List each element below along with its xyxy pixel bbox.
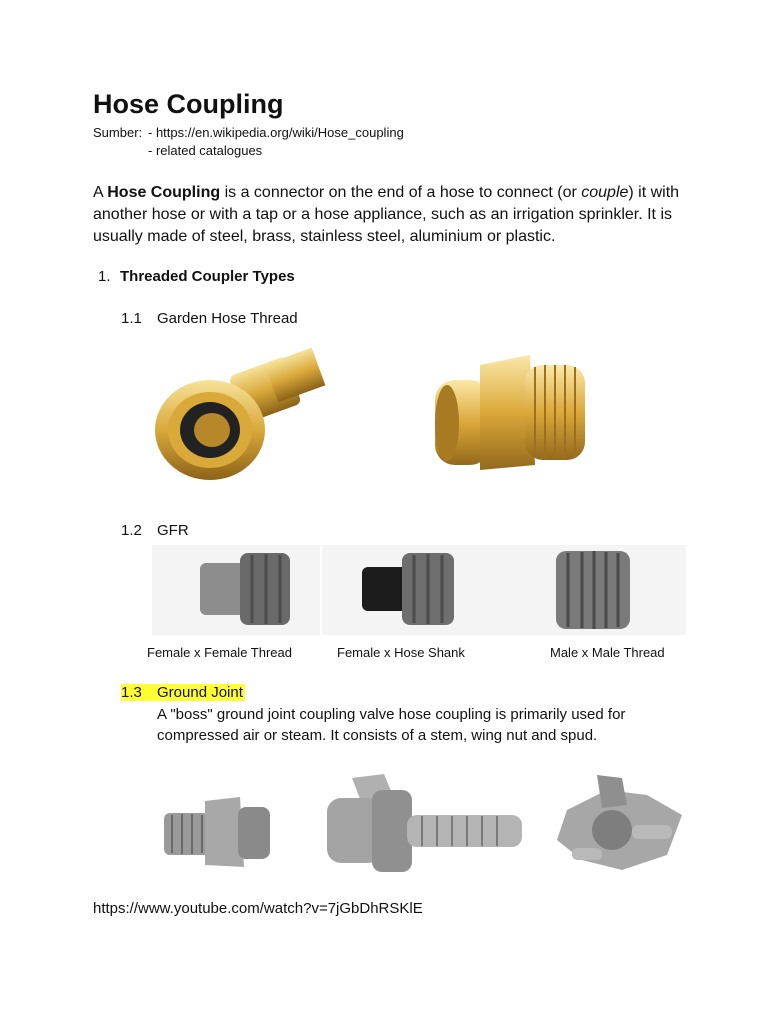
intro-paragraph: A Hose Coupling is a connector on the end of a hose to connect (or couple) it with another hose or with a tap or a hose appliance, such as an irrigation sprinkler. It is usually made of steel, brass, stainless steel, aluminium or plastic. xyxy=(93,184,680,245)
caption-female-hose-shank: Female x Hose Shank xyxy=(337,645,465,660)
intro-term: Hose Coupling xyxy=(107,184,221,201)
document-title: Hose Coupling xyxy=(93,89,284,119)
subsection-1-1-heading: 1.1 Garden Hose Thread xyxy=(121,310,298,327)
section-1-heading: 1. Threaded Coupler Types xyxy=(98,268,295,285)
caption-male-male: Male x Male Thread xyxy=(550,645,665,660)
source-label: Sumber: xyxy=(93,125,143,140)
gfr-female-female-image xyxy=(152,545,320,635)
subsection-1-3-heading: 1.3 Ground Joint xyxy=(121,684,243,701)
youtube-link[interactable]: https://www.youtube.com/watch?v=7jGbDhRSKlE xyxy=(93,900,423,917)
source-wikipedia[interactable]: - https://en.wikipedia.org/wiki/Hose_coupling xyxy=(148,125,404,140)
ground-joint-stem-wing-nut-image xyxy=(322,770,527,885)
ground-joint-description: A "boss" ground joint coupling valve hose coupling is primarily used for compressed air or steam. It consists of a stem, wing nut and spud. xyxy=(157,706,626,744)
caption-female-female: Female x Female Thread xyxy=(147,645,292,660)
gfr-female-hose-shank-image xyxy=(322,545,490,635)
subsection-1-2-heading: 1.2 GFR xyxy=(121,522,189,539)
gfr-male-male-image xyxy=(490,545,686,635)
ground-joint-spud-image xyxy=(160,795,275,870)
garden-hose-female-adapter-image xyxy=(150,340,330,490)
garden-hose-male-adapter-image xyxy=(425,345,595,480)
ground-joint-clamp-image xyxy=(552,770,692,885)
source-catalogues: - related catalogues xyxy=(148,143,263,158)
intro-italic: couple xyxy=(581,184,629,201)
